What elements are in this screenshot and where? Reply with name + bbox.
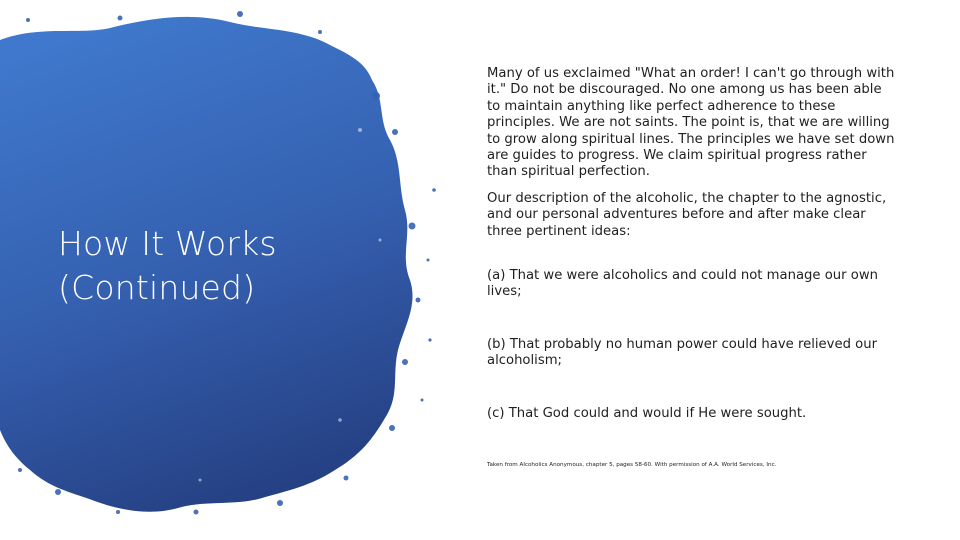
slide-body bbox=[487, 66, 897, 422]
slide-title-line-1: How It Works bbox=[58, 224, 277, 263]
slide-title bbox=[58, 222, 358, 310]
body-paragraph-1: Many of us exclaimed "What an order! I can't go through with it." Do not be discouraged. No one among us has been able to maintain anything like perfect adherence to these principles. We are not saints. The point is, that we are willing to grow along spiritual lines. The principles we have set down are guides to progress. We claim spiritual progress rather than spiritual perfection. bbox=[487, 66, 895, 180]
body-paragraph-2: Our description of the alcoholic, the chapter to the agnostic, and our personal adventures before and after make clear three pertinent ideas: bbox=[487, 190, 887, 239]
source-credit: Taken from Alcoholics Anonymous, chapter 5, pages 58-60. With permission of A.A. World Services, Inc. bbox=[487, 462, 777, 468]
list-item-b: (b) That probably no human power could have relieved our alcoholism; bbox=[487, 336, 877, 369]
list-item-a: (a) That we were alcoholics and could not manage our own lives; bbox=[487, 268, 878, 300]
slide-title-line-2: (Continued) bbox=[58, 268, 256, 307]
list-item-c: (c) That God could and would if He were sought. bbox=[487, 405, 807, 421]
